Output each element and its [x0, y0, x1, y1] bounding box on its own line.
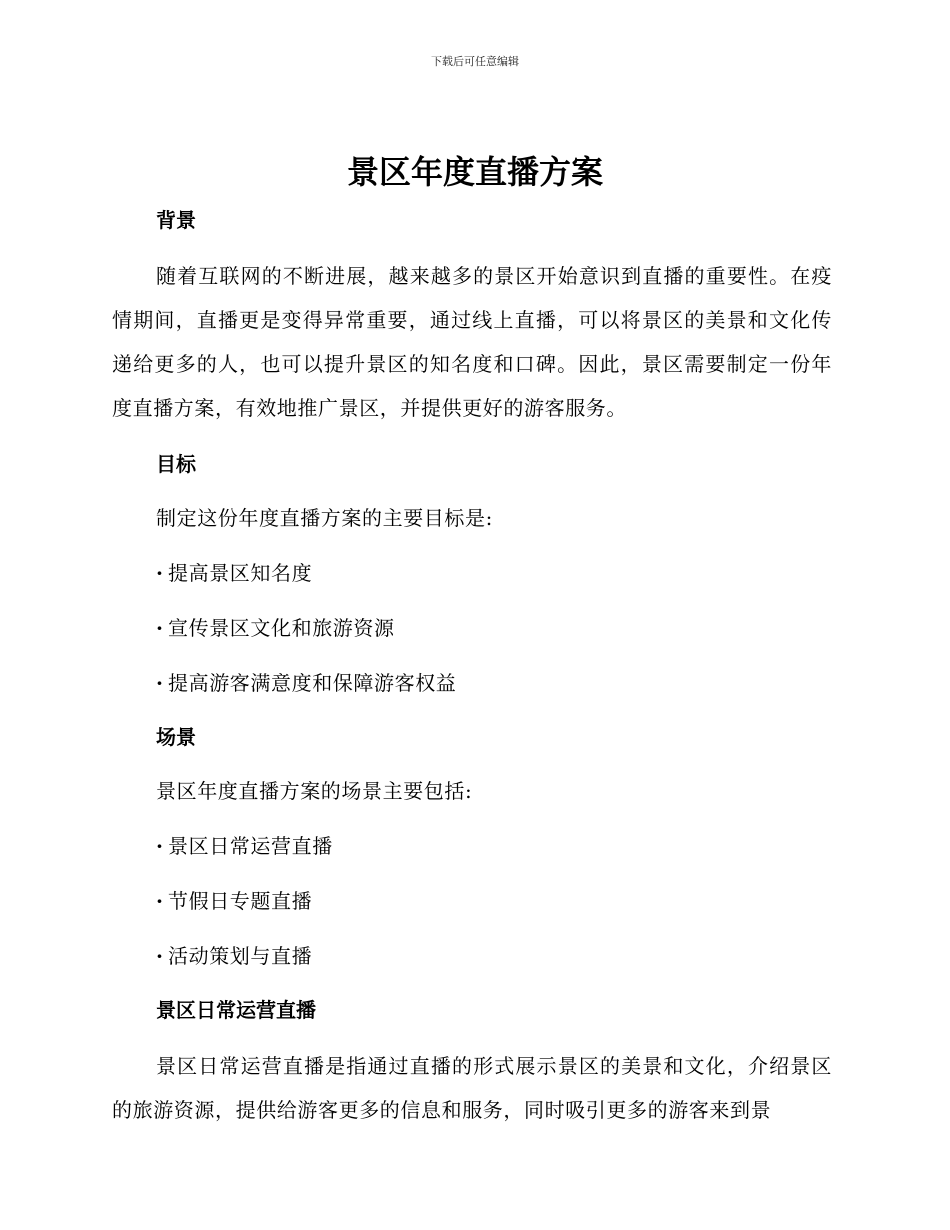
list-item-text: 宣传景区文化和旅游资源: [168, 616, 395, 640]
bullet-icon: ·: [156, 889, 164, 913]
section-heading-background: 背景: [156, 208, 196, 232]
section-heading-scenarios: 场景: [156, 725, 196, 749]
list-item-text: 活动策划与直播: [168, 944, 313, 968]
bullet-icon: ·: [156, 561, 164, 585]
page-header-note: 下载后可任意编辑: [431, 55, 519, 68]
section-heading-goals: 目标: [156, 452, 196, 476]
section-heading-daily-ops: 景区日常运营直播: [156, 998, 316, 1022]
list-item: [112, 826, 832, 866]
bullet-icon: ·: [156, 671, 164, 695]
bullet-icon: ·: [156, 834, 164, 858]
list-item-text: 提高游客满意度和保障游客权益: [168, 671, 457, 695]
bullet-icon: ·: [156, 944, 164, 968]
scenarios-intro: 景区年度直播方案的场景主要包括:: [156, 779, 473, 803]
list-item: [112, 608, 832, 648]
list-item: [112, 663, 832, 703]
daily-ops-paragraph: 景区日常运营直播是指通过直播的形式展示景区的美景和文化，介绍景区的旅游资源，提供给游客更多的信息和服务，同时吸引更多的游客来到景: [112, 1054, 832, 1122]
list-item-text: 景区日常运营直播: [168, 834, 333, 858]
list-item: [112, 936, 832, 976]
scenarios-list: [112, 826, 832, 976]
list-item: [112, 881, 832, 921]
goals-list: [112, 553, 832, 703]
goals-intro: 制定这份年度直播方案的主要目标是:: [156, 506, 493, 530]
background-paragraph: 随着互联网的不断进展，越来越多的景区开始意识到直播的重要性。在疫情期间，直播更是变得异常重要，通过线上直播，可以将景区的美景和文化传递给更多的人，也可以提升景区的知名度和口碑。因此，景区需要制定一份年度直播方案，有效地推广景区，并提供更好的游客服务。: [112, 264, 832, 420]
list-item-text: 节假日专题直播: [168, 889, 313, 913]
bullet-icon: ·: [156, 616, 164, 640]
list-item-text: 提高景区知名度: [168, 561, 313, 585]
document-title: 景区年度直播方案: [346, 153, 603, 191]
document-body: [112, 200, 832, 1132]
list-item: [112, 553, 832, 593]
